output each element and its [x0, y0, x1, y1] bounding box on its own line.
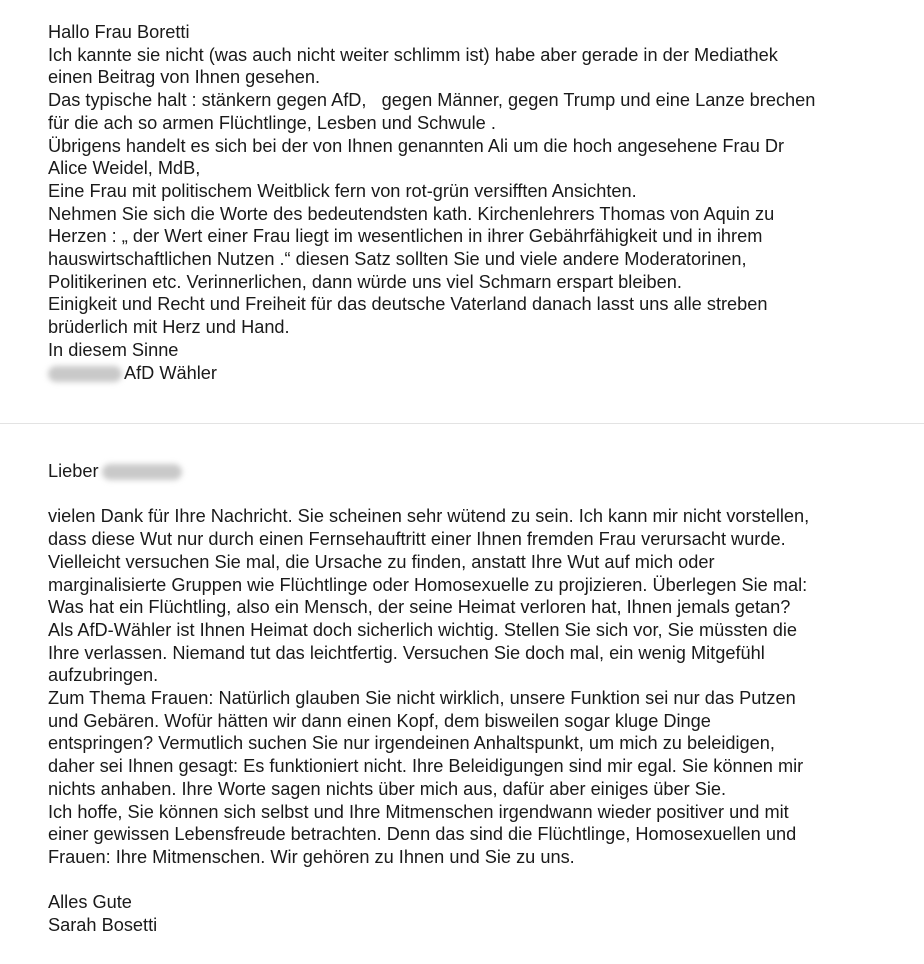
reply-line: Was hat ein Flüchtling, also ein Mensch, der seine Heimat verloren hat, Ihnen jemals getan?	[48, 597, 791, 618]
message-line: Eine Frau mit politischem Weitblick fern von rot-grün versifften Ansichten.	[48, 180, 637, 201]
reply-line: entspringen? Vermutlich suchen Sie nur irgendeinen Anhaltspunkt, um mich zu beleidigen,	[48, 733, 775, 754]
reply-message	[48, 460, 920, 937]
message-from-viewer	[48, 21, 920, 384]
reply-line: Ihre verlassen. Niemand tut das leichtfertig. Versuchen Sie doch mal, ein wenig Mitgefühl	[48, 642, 765, 663]
reply-line: daher sei Ihnen gesagt: Es funktioniert nicht. Ihre Beleidigungen sind mir egal. Sie können mir	[48, 756, 804, 777]
message-from-viewer-body	[48, 21, 920, 362]
message-line: Alice Weidel, MdB,	[48, 158, 201, 179]
spacer	[48, 483, 920, 506]
message-line: Nehmen Sie sich die Worte des bedeutendsten kath. Kirchenlehrers Thomas von Aquin zu	[48, 203, 775, 224]
message-line: einen Beitrag von Ihnen gesehen.	[48, 67, 321, 88]
message-divider	[0, 423, 924, 424]
reply-line: vielen Dank für Ihre Nachricht. Sie scheinen sehr wütend zu sein. Ich kann mir nicht vorstellen,	[48, 506, 810, 527]
message-line: Politikerinen etc. Verinnerlichen, dann würde uns viel Schmarn erspart bleiben.	[48, 271, 682, 292]
reply-body	[48, 505, 920, 868]
redacted-name-blur	[102, 464, 182, 480]
message-line: Hallo Frau Boretti	[48, 22, 190, 42]
signature-suffix: AfD Wähler	[124, 362, 217, 383]
reply-line: Frauen: Ihre Mitmenschen. Wir gehören zu Ihnen und Sie zu uns.	[48, 846, 575, 867]
reply-line: Zum Thema Frauen: Natürlich glauben Sie nicht wirklich, unsere Funktion sei nur das Putzen	[48, 688, 796, 709]
reply-line: Als AfD-Wähler ist Ihnen Heimat doch sicherlich wichtig. Stellen Sie sich vor, Sie müssten die	[48, 619, 798, 640]
message-line: für die ach so armen Flüchtlinge, Lesben und Schwule .	[48, 112, 496, 133]
message-line: Einigkeit und Recht und Freiheit für das deutsche Vaterland danach lasst uns alle streben	[48, 294, 768, 315]
reply-line: aufzubringen.	[48, 665, 159, 686]
reply-signature: Sarah Bosetti	[48, 915, 158, 936]
message-line: Herzen : „ der Wert einer Frau liegt im wesentlichen in ihrer Gebährfähigkeit und in ihrem	[48, 226, 763, 247]
message-line: brüderlich mit Herz und Hand.	[48, 317, 290, 338]
reply-line: nichts anhaben. Ihre Worte sagen nichts über mich aus, dafür aber einiges über Sie.	[48, 778, 727, 799]
message-from-viewer-signature	[48, 362, 920, 385]
message-line: hauswirtschaftlichen Nutzen .“ diesen Satz sollten Sie und viele andere Moderatorinen,	[48, 249, 747, 270]
reply-line: und Gebären. Wofür hätten wir dann einen Kopf, dem bisweilen sogar kluge Dinge	[48, 710, 711, 731]
reply-line: marginalisierte Gruppen wie Flüchtlinge oder Homosexuelle zu projizieren. Überlegen Sie mal:	[48, 574, 808, 595]
reply-line: Vielleicht versuchen Sie mal, die Ursache zu finden, anstatt Ihre Wut auf mich oder	[48, 551, 715, 572]
reply-line: einer gewissen Lebensfreude betrachten. Denn das sind die Flüchtlinge, Homosexuellen und	[48, 824, 797, 845]
reply-salutation	[48, 460, 920, 483]
reply-closing: Alles Gute	[48, 892, 132, 913]
message-line: Das typische halt : stänkern gegen AfD, gegen Männer, gegen Trump und eine Lanze brechen	[48, 90, 816, 111]
message-line: Ich kannte sie nicht (was auch nicht weiter schlimm ist) habe aber gerade in der Mediathek	[48, 44, 778, 65]
reply-line: dass diese Wut nur durch einen Fernsehauftritt einer Ihnen fremden Frau verursacht wurde.	[48, 529, 786, 550]
redacted-name-blur	[48, 366, 122, 382]
reply-line: Ich hoffe, Sie können sich selbst und Ihre Mitmenschen irgendwann wieder positiver und mit	[48, 801, 789, 822]
salutation-text: Lieber	[48, 461, 99, 481]
message-line: In diesem Sinne	[48, 339, 179, 360]
message-line: Übrigens handelt es sich bei der von Ihnen genannten Ali um die hoch angesehene Frau Dr	[48, 135, 785, 156]
spacer	[48, 869, 920, 892]
